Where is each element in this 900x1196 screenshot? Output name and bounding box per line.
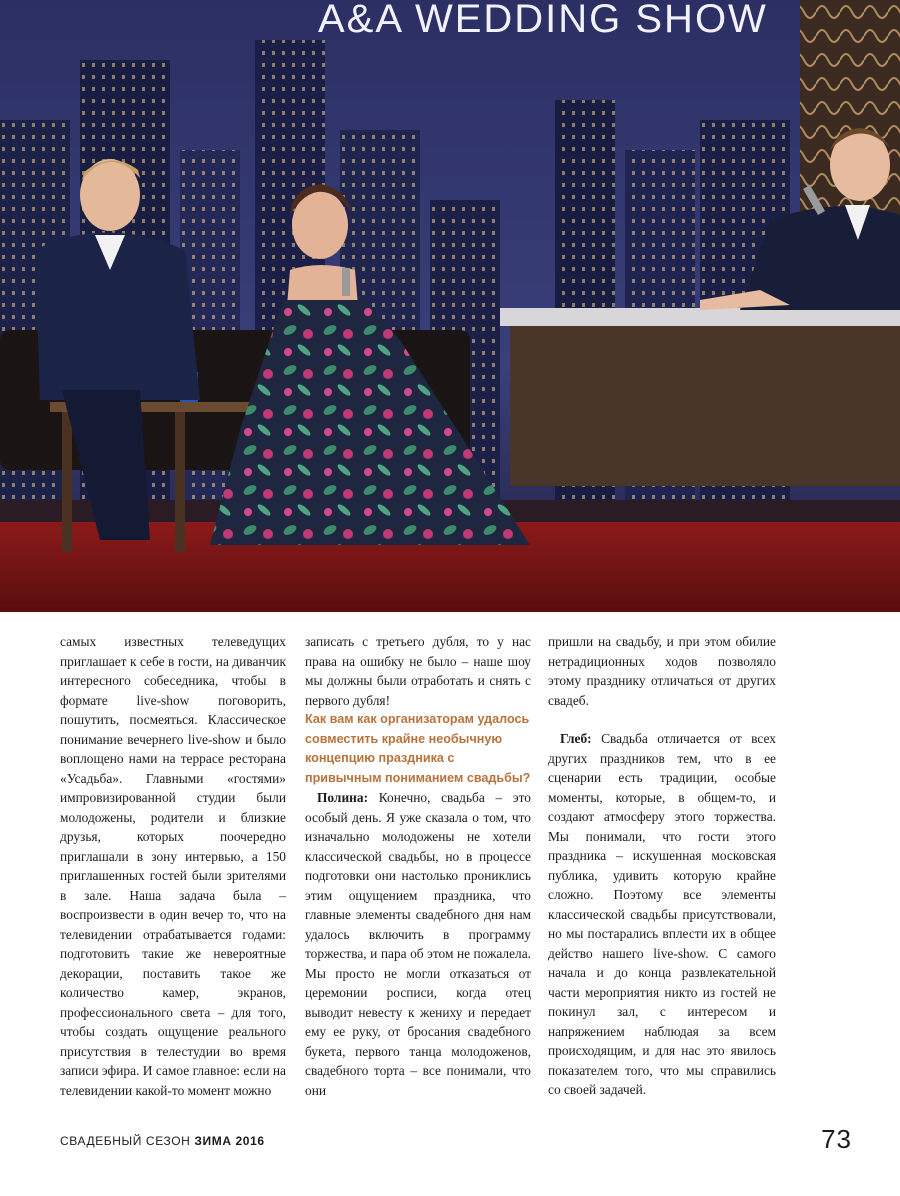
- paragraph: пришли на свадьбу, и при этом обилие нетрадиционных ходов позволяло этому празднику отличаться от других свадеб.: [548, 634, 776, 708]
- speaker-name: Полина:: [317, 790, 369, 805]
- answer-text: Свадьба отличается от всех других праздников тем, что в ее сценарии есть традиции, особые моменты, которые, в общем-то, и создают атмосферу этого торжества. Мы понимали, что гости этого праздника – искушенная московская публика, удивить которую крайне сложно. Поэтому все элементы классической свадьбы присутствовали, но мы постарались вплести их в общее действо нашего live-show. С самого начала и до конца развлекательной части мероприятия никто из гостей не покинул зал, с интересом и напряжением наблюдая за всем происходящим, и для нас это явилось показателем того, что мы справились со своей задачей.: [548, 731, 776, 1097]
- page-number: 73: [821, 1124, 852, 1154]
- paragraph: самых известных телеведущих приглашает к себе в гости, на диванчик интересного собеседника, чтобы в формате live-show поговорить, пошутить, посмеяться. Классическое понимание вечернего live-show и было воплощено нами на террасе ресторана «Усадьба». Главными «гостями» импровизированной студии были молодожены, родители и близкие друзья, которых поочередно приглашали в зону интервью, а 150 приглашенных гостей были зрителями в зале. Наша задача была – воспроизвести в один вечер то, что на телевидении отрабатывается годами: подготовить такие же невероятные декорации, поставить такое же количество камер, экранов, профессионального света – для того, чтобы создать ощущение реального присутствия в телестудии во время записи эфира. И самое главное: если на телевидении какой-то момент можно: [60, 634, 286, 1098]
- magazine-footer: [60, 1134, 265, 1148]
- article-column-1: [60, 632, 286, 1100]
- banner-text: A&A WEDDING SHOW: [318, 0, 768, 41]
- issue-label: ЗИМА 2016: [194, 1134, 265, 1148]
- interview-question: Как вам как организаторам удалось совместить крайне необычную концепцию праздника с привычным пониманием свадьбы?: [305, 712, 531, 785]
- answer-text: Конечно, свадьба – это особый день. Я уже сказала о том, что изначально молодожены не хотели классической свадьбы, но в процессе подготовки они настолько прониклись этим ощущением праздника, что главные элементы свадебного дня нам удалось включить в программу торжества, и пара об этом не пожалела. Мы просто не могли отказаться от церемонии росписи, когда отец выводит невесту к жениху и передает ему ее руку, от бросания свадебного букета, первого танца молодоженов, свадебного торта – все понимали, что они: [305, 790, 531, 1098]
- article-column-2: [305, 632, 531, 1100]
- article-column-3: [548, 632, 776, 1100]
- speaker-name: Глеб:: [560, 731, 592, 746]
- answer-paragraph: [548, 729, 776, 1100]
- magazine-title: СВАДЕБНЫЙ СЕЗОН: [60, 1134, 195, 1148]
- paragraph: записать с третьего дубля, то у нас права на ошибку не было – наше шоу мы должны были отработать и снять с первого дубля!: [305, 634, 531, 708]
- answer-paragraph: [305, 788, 531, 1100]
